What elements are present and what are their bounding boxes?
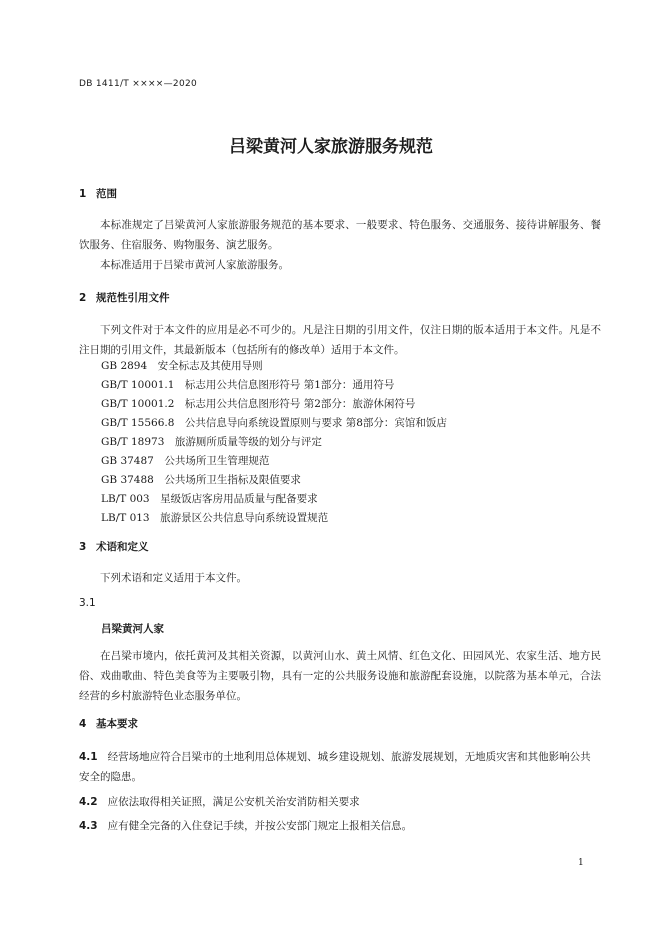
clause-number: 4.2	[79, 796, 98, 808]
section-title: 术语和定义	[96, 541, 149, 553]
section-title: 范围	[96, 188, 117, 200]
clause-text: 应有健全完备的入住登记手续，并按公安部门规定上报相关信息。	[107, 820, 413, 832]
section-heading-terms	[79, 539, 149, 554]
clause-number: 4.1	[79, 751, 98, 763]
clause-number: 4.3	[79, 820, 98, 832]
subsection-number: 3.1	[79, 597, 96, 609]
section-number: 4	[79, 718, 87, 730]
term-definition: 在吕梁市境内，依托黄河及其相关资源，以黄河山水、黄土风情、红色文化、田园风光、农家生活、地方民俗、戏曲歌曲、特色美食等为主要吸引物，具有一定的公共服务设施和旅游配套设施，以院落为基本单元，合法经营的乡村旅游特色业态服务单位。	[79, 650, 601, 702]
clause-item	[79, 792, 601, 812]
reference-item: LB/T 003 星级饭店客房用品质量与配备要求	[101, 493, 318, 505]
section-number: 3	[79, 541, 87, 553]
paragraph: 下列文件对于本文件的应用是必不可少的。凡是注日期的引用文件，仅注日期的版本适用于本文件。凡是不注日期的引用文件，其最新版本（包括所有的修改单）适用于本文件。	[79, 324, 601, 356]
document-header: DB 1411/T ××××—2020	[79, 79, 198, 89]
clause-item	[79, 816, 601, 836]
section-number: 2	[79, 292, 87, 304]
reference-item: GB/T 15566.8 公共信息导向系统设置原则与要求 第8部分：宾馆和饭店	[101, 417, 447, 429]
reference-item: GB/T 10001.1 标志用公共信息图形符号 第1部分：通用符号	[101, 379, 395, 391]
reference-item: GB/T 10001.2 标志用公共信息图形符号 第2部分：旅游休闲符号	[101, 398, 416, 410]
section-heading-normative-references	[79, 290, 170, 305]
reference-item: GB 2894 安全标志及其使用导则	[101, 360, 263, 372]
section-number: 1	[79, 188, 87, 200]
clause-item	[79, 747, 601, 787]
page-number: 1	[578, 858, 584, 868]
paragraph: 本标准适用于吕梁市黄河人家旅游服务。	[100, 259, 289, 271]
clause-text: 应依法取得相关证照，满足公安机关治安消防相关要求	[107, 796, 360, 808]
reference-item: GB 37487 公共场所卫生管理规范	[101, 455, 270, 467]
clause-text: 经营场地应符合吕梁市的土地利用总体规划、城乡建设规划、旅游发展规划，无地质灾害和其他影响公共安全的隐患。	[79, 751, 591, 783]
section-heading-scope	[79, 186, 117, 201]
reference-item: LB/T 013 旅游景区公共信息导向系统设置规范	[101, 512, 329, 524]
reference-item: GB 37488 公共场所卫生指标及限值要求	[101, 474, 301, 486]
term-title: 吕梁黄河人家	[101, 623, 164, 635]
paragraph: 下列术语和定义适用于本文件。	[100, 572, 247, 584]
document-title: 吕梁黄河人家旅游服务规范	[229, 137, 433, 157]
reference-item: GB/T 18973 旅游厕所质量等级的划分与评定	[101, 436, 322, 448]
section-heading-basic-requirements	[79, 716, 138, 731]
paragraph: 本标准规定了吕梁黄河人家旅游服务规范的基本要求、一般要求、特色服务、交通服务、接待讲解服务、餐饮服务、住宿服务、购物服务、演艺服务。	[79, 219, 601, 251]
section-title: 规范性引用文件	[96, 292, 170, 304]
section-title: 基本要求	[96, 718, 138, 730]
